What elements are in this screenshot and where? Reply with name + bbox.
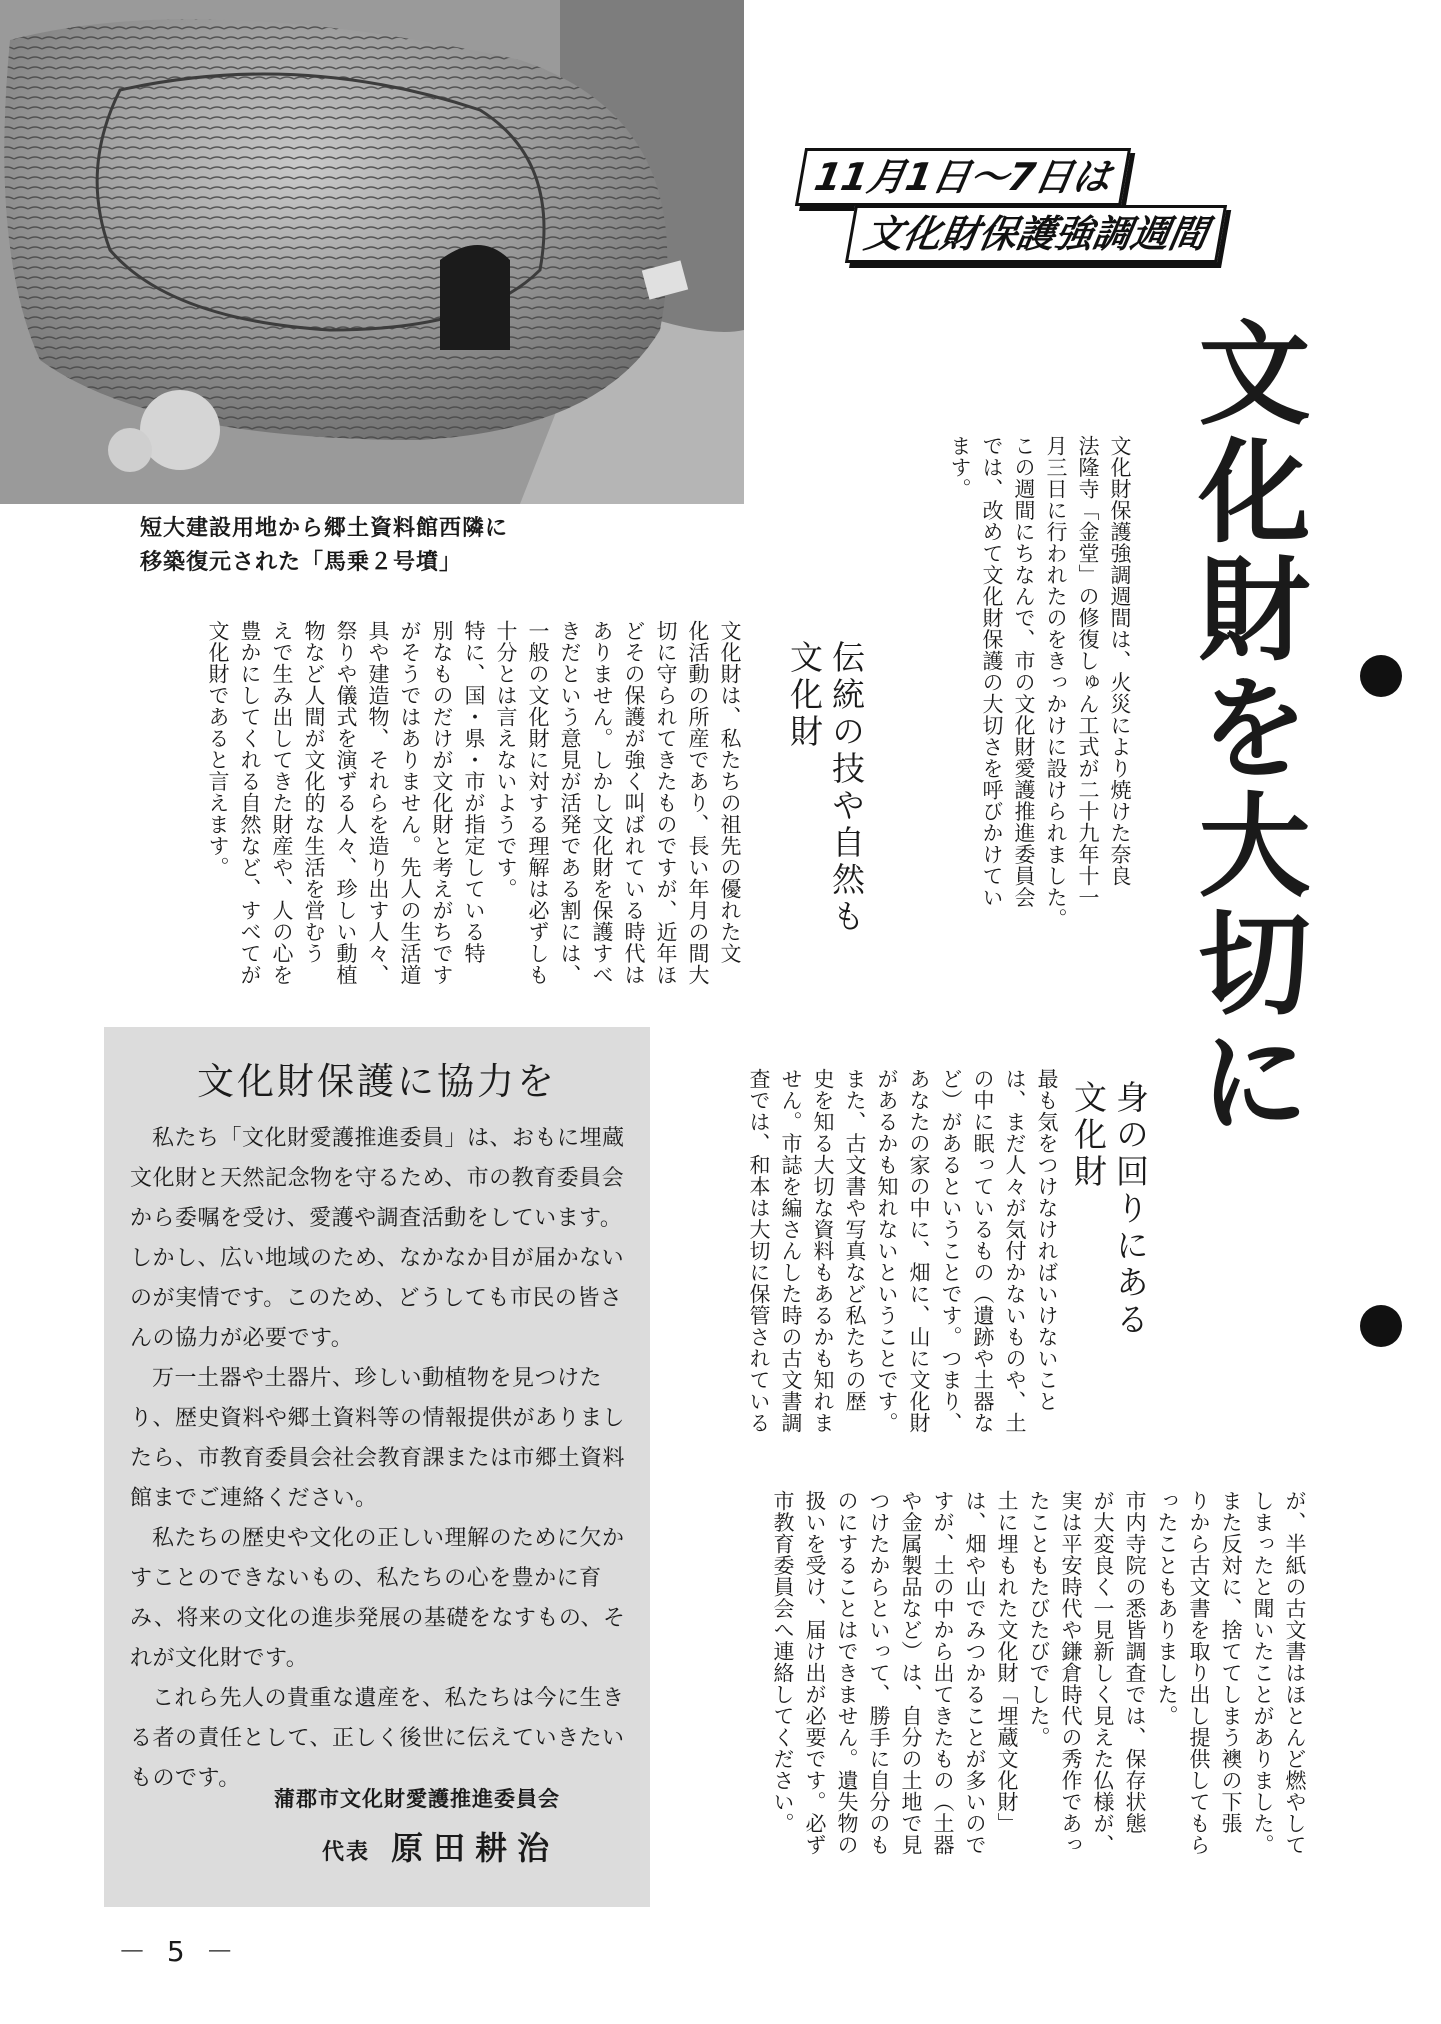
box-representative [322,1823,559,1869]
banner-date-text: 11月1日～7日は [811,155,1115,199]
banner-week [845,205,1227,263]
section2-body-continued: が、半紙の古文書はほとんど燃やして しまったと聞いたことがありました。 また反対に、捨ててしまう襖の下張 りから古文書を取り出し提供してもら ったこともありました。 市内寺院の悉皆調査では、保存状態 が大変良く一見新しく見えた仏様が、 実は平安時代や鎌倉時代の秀作であっ たこともたびたびでした。 土に埋もれた文化財「埋蔵文化財」 は、畑や山でみつかることが多いので すが、土の中から出てきたもの（土器 や金属製品など）は、自分の土地で見 つけたからといって、勝手に自分のも のにすることはできません。遺失物の 扱いを受け、届け出が必要です。必ず 市教育委員会へ連絡してください。 [771,1490,1307,1856]
bullet-dot-top [1360,655,1402,697]
box-paragraph: 私たちの歴史や文化の正しい理解のために欠かすことのできないもの、私たちの心を豊かに育み、将来の文化の進歩発展の基礎をなすもの、それが文化財です。 [130,1526,626,1671]
box-body [130,1119,630,1799]
section2-heading: 身の回りにある 文化財 [1069,1080,1150,1339]
burial-mound-photo [0,0,744,504]
bullet-dot-bottom [1360,1305,1402,1347]
box-paragraph: 万一土器や土器片、珍しい動植物を見つけたり、歴史資料や郷土資料等の情報提供がありましたら、市教育委員会社会教育課または市郷土資料館までご連絡ください。 [130,1366,626,1511]
representative-label: 代表 [322,1840,371,1865]
photo-caption [140,512,508,580]
intro-text: 文化財保護強調週間は、火災により焼けた奈良 法隆寺「金堂」の修復しゅん工式が二十九年十一 月三日に行われたのをきっかけに設けられました。 この週間にちなんで、市の文化財愛護推進委員会 では、改めて文化財保護の大切さを呼びかけてい ます。 [948,435,1132,930]
mound-image [0,0,744,504]
box-organization: 蒲郡市文化財愛護推進委員会 [274,1787,560,1811]
section1-body: 文化財は、私たちの祖先の優れた文 化活動の所産であり、長い年月の間大 切に守られてきたものですが、近年ほ どその保護が強く叫ばれている時代は ありません。しかし文化財を保護すべ きだという意見が活発である割には、 一般の文化財に対する理解は必ずしも 十分とは言えないようです。 特に、国・県・市が指定している特 別なものだけが文化財と考えがちです がそうではありません。先人の生活道 具や建造物、それらを造り出す人々、 祭りや儀式を演ずる人々、珍しい動植 物など人間が文化的な生活を営むう えで生み出してきた財産や、人の心を 豊かにしてくれる自然など、すべてが 文化財であると言えます。 [206,620,742,986]
page-number: － 5 － [118,1935,240,1968]
banner-date [795,148,1131,206]
banner-week-text: 文化財保護強調週間 [861,212,1211,256]
box-paragraph: これら先人の貴重な遺産を、私たちは今に生きる者の責任として、正しく後世に伝えていきたいものです。 [130,1686,625,1791]
section2-body: 最も気をつけなければいけないこと は、まだ人々が気付かないものや、土 の中に眠っているもの（遺跡や土器な ど）があるということです。つまり、 あなたの家の中に、畑に、山に文化財 があるかも知れないということです。 また、古文書や写真など私たちの歴 史を知る大切な資料もあるかも知れま せん。市誌を編さんした時の古文書調 査では、和本は大切に保管されている [747,1068,1059,1434]
caption-line-2: 移築復元された「馬乗２号墳」 [140,550,463,575]
representative-name: 原田耕治 [391,1829,560,1867]
caption-line-1: 短大建設用地から郷土資料館西隣に [140,516,509,541]
box-paragraph: 私たち「文化財愛護推進委員」は、おもに埋蔵文化財と天然記念物を守るため、市の教育委員会から委嘱を受け、愛護や調査活動をしています。しかし、広い地域のため、なかなか目が届かないのが実情です。このため、どうしても市民の皆さんの協力が必要です。 [130,1126,625,1351]
cooperation-box [104,1027,650,1907]
article-title: 文化財を大切に [1180,315,1311,1141]
section1-heading: 伝統の技や自然も 文化財 [785,640,866,936]
box-title: 文化財保護に協力を [197,1060,557,1103]
